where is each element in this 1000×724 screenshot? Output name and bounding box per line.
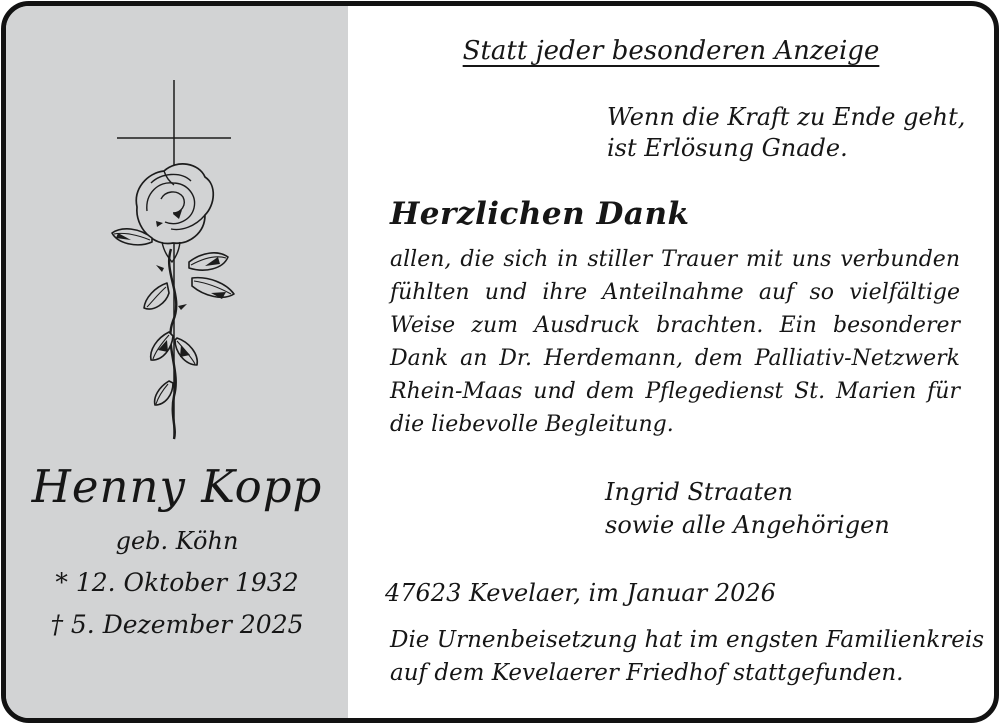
memorial-panel [6,6,348,718]
thanks-line: Dank an Dr. Herdemann, dem Palliativ-Netzwerk [390,346,960,371]
verse-line-2: ist Erlösung Gnade. [607,134,848,162]
mourner-name: Ingrid Straaten [605,478,793,506]
place-date-line: 47623 Kevelaer, im Januar 2026 [385,579,776,607]
thanks-line: fühlten und ihre Anteilnahme auf so vielfältige [390,280,960,305]
thanks-line: allen, die sich in stiller Trauer mit uns verbunden [390,247,960,272]
closing-line-1: Die Urnenbeisetzung hat im engsten Familienkreis [390,627,985,653]
thanks-line: die liebevolle Begleitung. [390,412,674,437]
mourner-relatives: sowie alle Angehörigen [605,511,890,539]
notice-header: Statt jeder besonderen Anzeige [462,36,880,66]
thanks-paragraph [390,243,960,441]
obituary-card [1,1,999,723]
maiden-name: geb. Köhn [115,527,239,555]
closing-line-2: auf dem Kevelaerer Friedhof stattgefunden. [390,660,904,686]
thanks-line: Rhein-Maas und dem Pflegedienst St. Marien für [390,379,960,404]
thanks-line: Weise zum Ausdruck brachten. Ein besonderer [390,313,960,338]
birth-date: * 12. Oktober 1932 [55,568,299,597]
verse-quote [607,102,965,164]
closing-paragraph [390,624,984,690]
mourners-block [605,476,890,542]
death-date: † 5. Dezember 2025 [50,610,304,639]
thanks-heading: Herzlichen Dank [390,196,690,232]
deceased-name: Henny Kopp [31,460,323,513]
verse-line-1: Wenn die Kraft zu Ende geht, [607,103,966,131]
